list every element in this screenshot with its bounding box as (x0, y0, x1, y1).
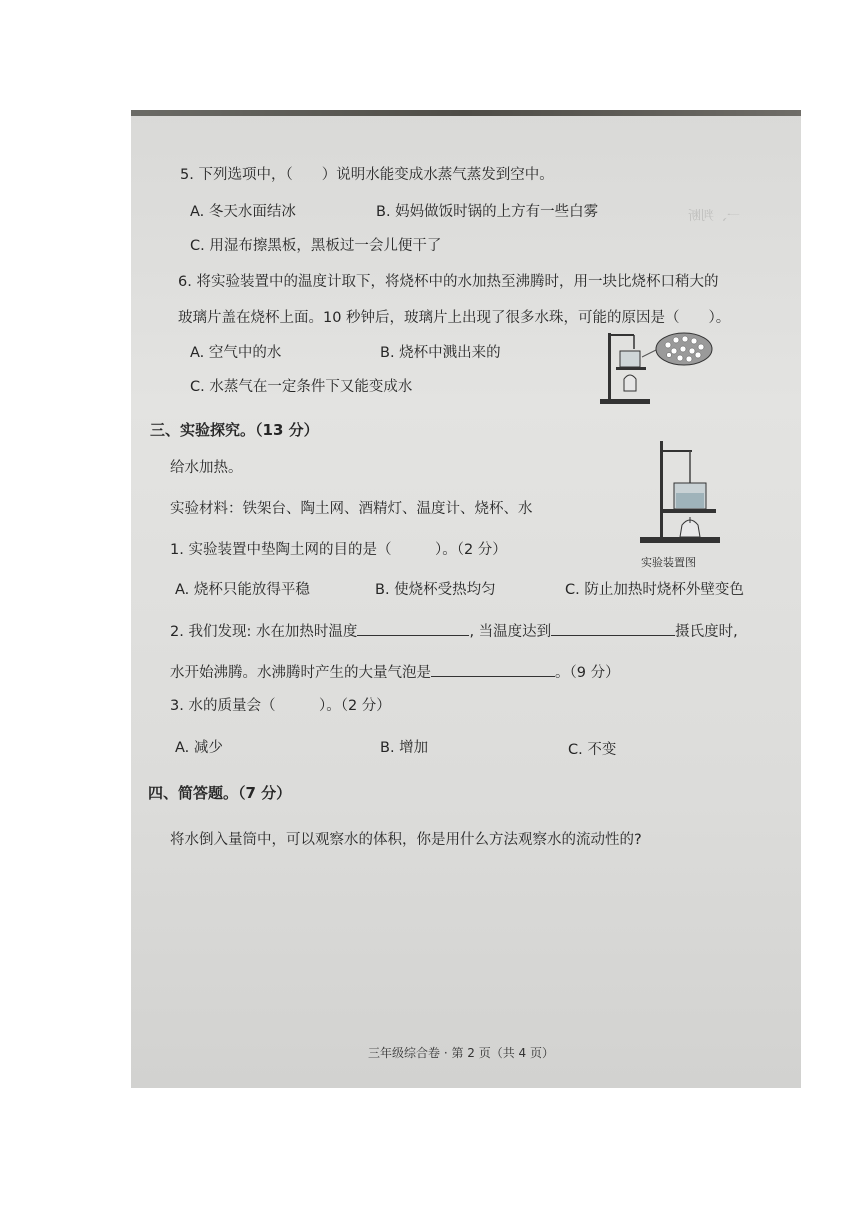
water (676, 493, 704, 508)
q5-option-b: B. 妈妈做饭时锅的上方有一些白雾 (376, 204, 599, 220)
figure-caption: 实验装置图 (641, 556, 696, 569)
s3-q2-part5: 。（9 分） (555, 665, 620, 681)
section4-heading: 四、简答题。（7 分） (148, 784, 292, 802)
alcohol-lamp (624, 375, 636, 391)
q5-option-c: C. 用湿布擦黑板，黑板过一会儿便干了 (190, 238, 442, 254)
s3-q1-option-b: B. 使烧杯受热均匀 (375, 582, 496, 598)
experiment-apparatus-figure (632, 437, 724, 549)
s3-q3-option-c: C. 不变 (568, 742, 617, 758)
q6-line2: 玻璃片盖在烧杯上面。10 秒钟后，玻璃片上出现了很多水珠，可能的原因是（ ）。 (178, 310, 731, 326)
q6-apparatus-illustration (596, 327, 716, 407)
stand-rod (608, 333, 611, 401)
s3-q3-stem: 3. 水的质量会（ ）。（2 分） (170, 698, 391, 714)
s3-q2-part4: 水开始沸腾。水沸腾时产生的大量气泡是 (170, 665, 431, 681)
s3-q2-part3: 摄氏度时, (675, 624, 738, 640)
s3-q2-line2 (170, 662, 620, 682)
section4-question: 将水倒入量筒中，可以观察水的体积，你是用什么方法观察水的流动性的? (170, 832, 642, 848)
stand-base (640, 537, 720, 543)
s3-q1-stem: 1. 实验装置中垫陶土网的目的是（ ）。（2 分） (170, 542, 507, 558)
answer-blank-bubbles[interactable] (431, 662, 555, 677)
s3-q2-line1 (170, 621, 738, 641)
stand-base (600, 399, 650, 404)
section3-heading: 三、实验探究。（13 分） (150, 421, 319, 439)
q6-option-c: C. 水蒸气在一定条件下又能变成水 (190, 379, 413, 395)
s3-q2-part1: 2. 我们发现: 水在加热时温度 (170, 624, 358, 640)
q6-option-a: A. 空气中的水 (190, 345, 282, 361)
s3-q1-option-a: A. 烧杯只能放得平稳 (175, 582, 310, 598)
answer-blank-temperature[interactable] (357, 621, 469, 636)
stand-rod (660, 441, 663, 539)
beaker (620, 351, 640, 367)
ring-and-gauze (660, 509, 716, 513)
bleed-through-mark (620, 245, 711, 264)
q6-option-b: B. 烧杯中溅出来的 (380, 345, 501, 361)
gauze (616, 367, 646, 370)
q5-stem: 5. 下列选项中，（ ）说明水能变成水蒸气蒸发到空中。 (180, 167, 554, 183)
q6-line1: 6. 将实验装置中的温度计取下，将烧杯中的水加热至沸腾时，用一块比烧杯口稍大的 (178, 274, 719, 290)
section3-materials: 实验材料：铁架台、陶土网、酒精灯、温度计、烧杯、水 (170, 501, 533, 517)
s3-q2-part2: , 当温度达到 (469, 624, 552, 640)
section3-topic: 给水加热。 (170, 460, 243, 476)
answer-blank-degrees[interactable] (551, 621, 675, 636)
bleed-through-mark: 一、判断 (688, 209, 741, 224)
page-footer: 三年级综合卷 · 第 2 页（共 4 页） (368, 1046, 554, 1060)
s3-q3-option-b: B. 增加 (380, 740, 429, 756)
s3-q1-option-c: C. 防止加热时烧杯外壁变色 (565, 582, 744, 598)
s3-q3-option-a: A. 减少 (175, 740, 223, 756)
photo-top-edge (131, 110, 801, 116)
q5-option-a: A. 冬天水面结冰 (190, 204, 296, 220)
